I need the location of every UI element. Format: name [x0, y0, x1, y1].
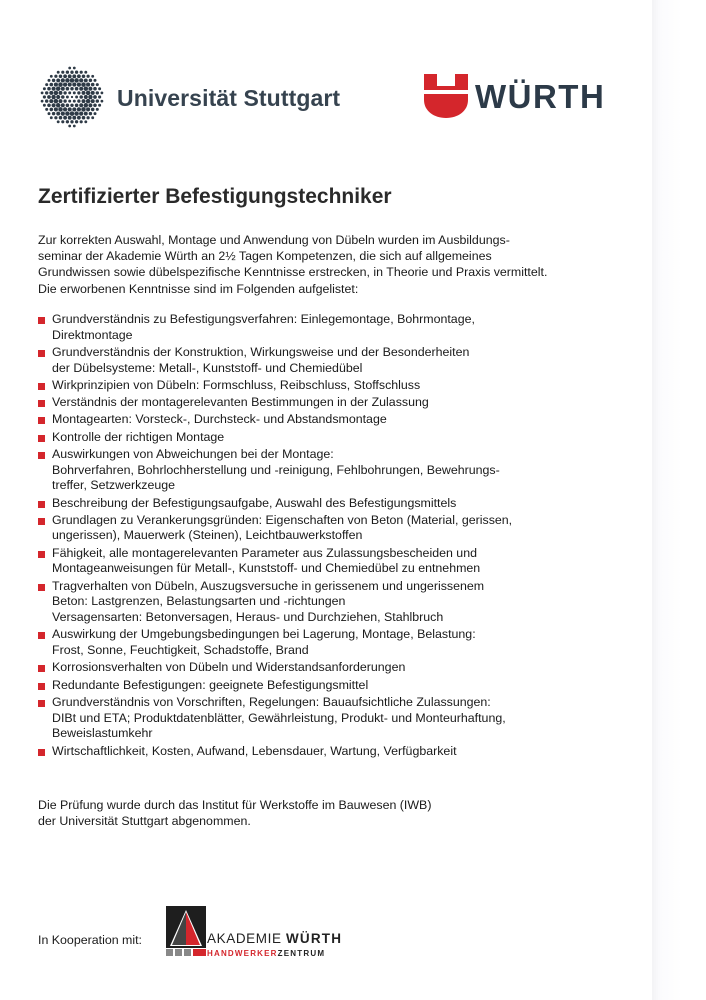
topic-line: Versagensarten: Betonversagen, Heraus- und Durchziehen, Stahlbruch [52, 610, 444, 625]
topic-item [38, 378, 650, 394]
partner-name [207, 931, 342, 946]
topic-item [38, 678, 650, 694]
topic-line: Verständnis der montagerelevanten Bestimmungen in der Zulassung [52, 395, 429, 410]
topic-line: Wirkprinzipien von Dübeln: Formschluss, Reibschluss, Stoffschluss [52, 377, 421, 392]
red-square-bullet-icon [38, 584, 45, 591]
topic-item [38, 395, 650, 411]
red-square-bullet-icon [38, 632, 45, 639]
topic-line: Grundverständnis der Konstruktion, Wirkungsweise und der Besonderheiten [52, 344, 470, 359]
red-square-bullet-icon [38, 700, 45, 707]
topic-line: Grundverständnis zu Befestigungsverfahren: Einlegemontage, Bohrmontage, [52, 312, 475, 326]
intro-line: Die erworbenen Kenntnisse sind im Folgenden aufgelistet: [38, 281, 359, 296]
topic-line: ungerissen), Mauerwerk (Steinen), Leichtbauwerkstoffen [52, 528, 363, 543]
red-square-bullet-icon [38, 383, 45, 390]
wuerth-emblem-icon [424, 74, 468, 118]
intro-line: Grundwissen sowie dübelspezifische Kenntnisse erstrecken, in Theorie und Praxis vermittelt. [38, 265, 548, 280]
topic-item [38, 430, 650, 446]
document-title: Zertifizierter Befestigungstechniker [38, 185, 392, 208]
partner-name-brand: WÜRTH [285, 931, 343, 946]
partner-name-prefix: AKADEMIE [207, 931, 282, 946]
topic-line: Kontrolle der richtigen Montage [52, 429, 225, 444]
red-square-bullet-icon [38, 400, 45, 407]
page-edge-shadow [652, 0, 706, 1000]
topic-item [38, 513, 650, 545]
partner-subtitle-red: HANDWERKER [207, 949, 278, 958]
cooperation-label: In Kooperation mit: [38, 933, 143, 947]
intro-line: Zur korrekten Auswahl, Montage und Anwendung von Dübeln wurden im Ausbildungs- [38, 233, 510, 247]
topic-list [38, 312, 650, 761]
topic-item [38, 496, 650, 512]
topic-line: Montageanweisungen für Metall-, Kunststoff- und Chemiedübel zu entnehmen [52, 561, 481, 576]
red-square-bullet-icon [38, 350, 45, 357]
topic-line: Frost, Sonne, Feuchtigkeit, Schadstoffe, Brand [52, 643, 309, 658]
topic-item [38, 579, 650, 626]
topic-item [38, 412, 650, 428]
intro-paragraph [38, 232, 638, 297]
partner-subtitle-dark: ZENTRUM [277, 949, 326, 958]
topic-item [38, 660, 650, 676]
red-square-bullet-icon [38, 749, 45, 756]
topic-line: Grundverständnis von Vorschriften, Regelungen: Bauaufsichtliche Zulassungen: [52, 694, 491, 709]
topic-item [38, 627, 650, 659]
closing-line: Die Prüfung wurde durch das Institut für Werkstoffe im Bauwesen (IWB) [38, 798, 432, 812]
topic-line: Korrosionsverhalten von Dübeln und Widerstandsanforderungen [52, 660, 406, 675]
university-dot-logo-icon [36, 64, 108, 130]
red-square-bullet-icon [38, 518, 45, 525]
red-square-bullet-icon [38, 417, 45, 424]
intro-line: seminar der Akademie Würth an 2½ Tagen Kompetenzen, die sich auf allgemeines [38, 249, 492, 264]
topic-line: Fähigkeit, alle montagerelevanten Parameter aus Zulassungsbescheiden und [52, 545, 477, 560]
topic-line: Bohrverfahren, Bohrlochherstellung und -reinigung, Fehlbohrungen, Bewehrungs- [52, 462, 500, 477]
topic-item [38, 744, 650, 760]
red-square-bullet-icon [38, 317, 45, 324]
topic-line: Montagearten: Vorsteck-, Durchsteck- und Abstandsmontage [52, 412, 387, 427]
triangle-emblem-icon [166, 906, 206, 950]
closing-line: der Universität Stuttgart abgenommen. [38, 814, 251, 829]
topic-line: Tragverhalten von Dübeln, Auszugsversuche in gerissenem und ungerissenem [52, 578, 485, 593]
topic-line: der Dübelsysteme: Metall-, Kunststoff- und Chemiedübel [52, 360, 363, 375]
topic-line: Wirtschaftlichkeit, Kosten, Aufwand, Lebensdauer, Wartung, Verfügbarkeit [52, 743, 457, 758]
topic-line: Beschreibung der Befestigungsaufgabe, Auswahl des Befestigungsmittels [52, 495, 457, 510]
closing-paragraph [38, 797, 638, 829]
topic-item [38, 447, 650, 494]
topic-line: treffer, Setzwerkzeuge [52, 478, 176, 493]
topic-item [38, 345, 650, 377]
partner-bars-icon [166, 949, 206, 956]
topic-line: Beton: Lastgrenzen, Belastungsarten und -richtungen [52, 594, 346, 609]
topic-line: DIBt und ETA; Produktdatenblätter, Gewährleistung, Produkt- und Monteurhaftung, [52, 710, 506, 725]
topic-line: Direktmontage [52, 327, 133, 342]
topic-line: Auswirkungen von Abweichungen bei der Montage: [52, 446, 334, 461]
topic-line: Redundante Befestigungen: geeignete Befestigungsmittel [52, 677, 369, 692]
company-name: WÜRTH [475, 78, 606, 115]
red-square-bullet-icon [38, 435, 45, 442]
red-square-bullet-icon [38, 551, 45, 558]
red-square-bullet-icon [38, 665, 45, 672]
topic-line: Beweislastumkehr [52, 726, 153, 741]
topic-item [38, 546, 650, 578]
red-square-bullet-icon [38, 501, 45, 508]
red-square-bullet-icon [38, 683, 45, 690]
partner-subtitle [207, 949, 325, 958]
university-name: Universität Stuttgart [117, 85, 341, 111]
topic-item [38, 695, 650, 742]
topic-item [38, 312, 650, 344]
topic-line: Auswirkung der Umgebungsbedingungen bei Lagerung, Montage, Belastung: [52, 627, 476, 642]
red-square-bullet-icon [38, 452, 45, 459]
topic-line: Grundlagen zu Verankerungsgründen: Eigenschaften von Beton (Material, gerissen, [52, 512, 513, 527]
